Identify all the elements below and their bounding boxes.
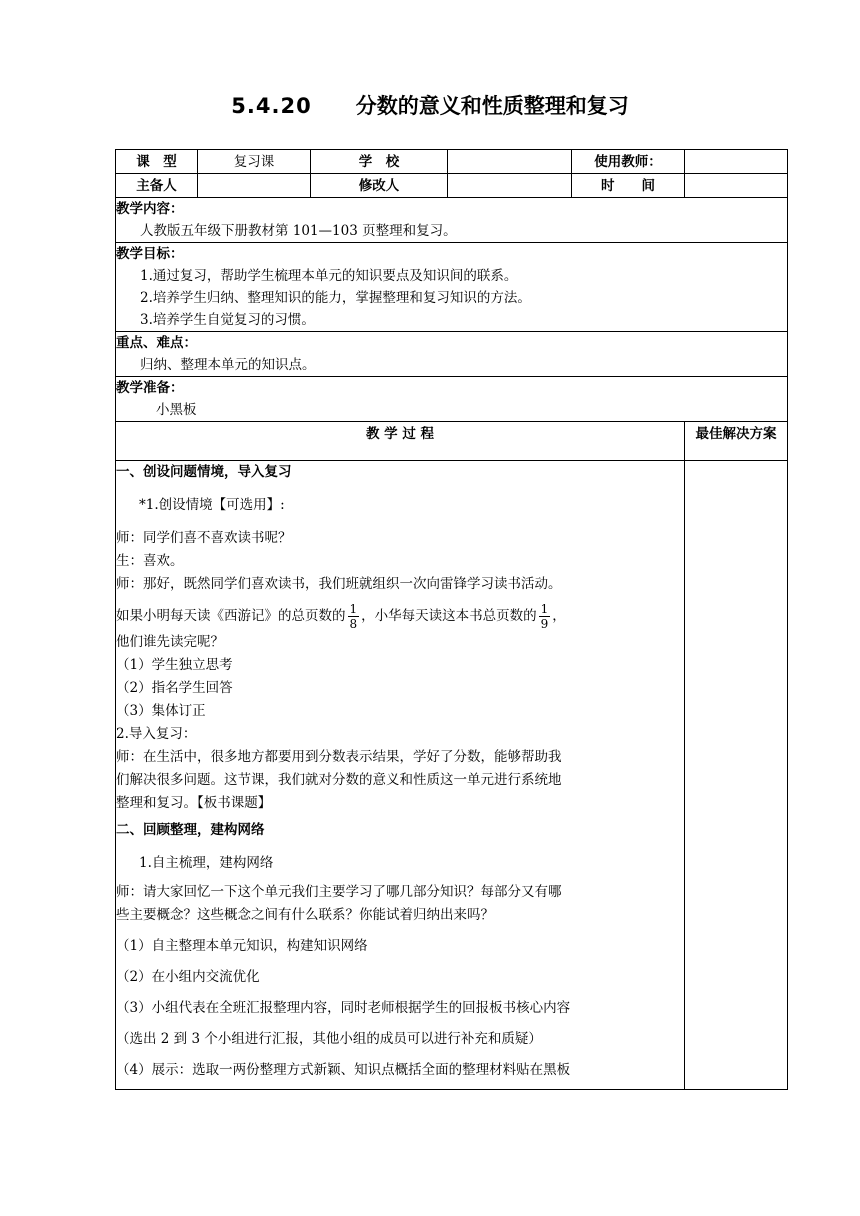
s2-step1: 1.自主梳理，建构网络 <box>139 855 274 871</box>
step-item: （1）学生独立思考 <box>116 657 233 673</box>
teacher-line: 们解决很多问题。这节课，我们就对分数的意义和性质这一单元进行系统地 <box>116 772 562 788</box>
teacher-line: 师：那好，既然同学们喜欢读书，我们班就组织一次向雷锋学习读书活动。 <box>116 576 562 592</box>
header-row-1 <box>116 150 788 174</box>
question-part-c: ， <box>552 608 566 624</box>
value-reviser <box>448 174 572 198</box>
key-points-heading: 重点、难点： <box>116 335 197 351</box>
lesson-plan-table <box>115 149 788 1090</box>
fraction-denominator: 9 <box>540 617 549 631</box>
key-points-row <box>116 332 788 377</box>
teacher-line: 师：请大家回忆一下这个单元我们主要学习了哪几部分知识？每部分又有哪 <box>116 884 562 900</box>
step-item: （1）自主整理本单元知识，构建知识网络 <box>116 938 368 954</box>
fraction-one-ninth <box>539 602 551 631</box>
step-item: （选出 2 到 3 个小组进行汇报，其他小组的成员可以进行补充和质疑） <box>116 1031 542 1047</box>
s1-step1: *1.创设情境【可选用】: <box>139 497 285 513</box>
fraction-numerator: 1 <box>349 602 358 616</box>
label-time: 时 间 <box>572 174 685 198</box>
value-teacher <box>685 150 788 174</box>
process-heading: 教 学 过 程 <box>116 422 685 461</box>
student-line: 生：喜欢。 <box>116 553 184 569</box>
process-body-row <box>116 461 788 1090</box>
label-school: 学 校 <box>311 150 448 174</box>
step-item: （4）展示：选取一两份整理方式新颖、知识点概括全面的整理材料贴在黑板 <box>116 1062 571 1078</box>
content-heading: 教学内容： <box>116 201 184 217</box>
key-points-text: 归纳、整理本单元的知识点。 <box>140 357 316 373</box>
lesson-title: 分数的意义和性质整理和复习 <box>355 94 629 118</box>
value-school <box>448 150 572 174</box>
lesson-number: 5.4.20 <box>231 94 312 118</box>
step-item: （3）集体订正 <box>116 703 206 719</box>
label-preparer: 主备人 <box>116 174 198 198</box>
content-text: 人教版五年级下册教材第 101—103 页整理和复习。 <box>140 223 457 239</box>
label-reviser: 修改人 <box>311 174 448 198</box>
best-solution-cell <box>685 461 788 1090</box>
content-row <box>116 198 788 243</box>
step-item: （3）小组代表在全班汇报整理内容，同时老师根据学生的回报板书核心内容 <box>116 1000 571 1016</box>
question-part-b: ，小华每天读这本书总页数的 <box>361 608 537 624</box>
label-teacher: 使用教师： <box>572 150 685 174</box>
objectives-heading: 教学目标： <box>116 246 184 262</box>
objective-item: 1.通过复习，帮助学生梳理本单元的知识要点及知识间的联系。 <box>140 268 518 284</box>
question-line-2: 他们谁先读完呢？ <box>116 634 224 650</box>
teacher-line: 些主要概念？这些概念之间有什么联系？你能试着归纳出来吗？ <box>116 907 494 923</box>
section-1-title: 一、创设问题情境，导入复习 <box>116 464 292 480</box>
label-course-type: 课 型 <box>116 150 198 174</box>
process-header-row <box>116 422 788 461</box>
teacher-line: 整理和复习。【板书课题】 <box>116 795 272 811</box>
best-solution-heading: 最佳解决方案 <box>685 422 788 461</box>
preparation-row <box>116 377 788 422</box>
teacher-line: 师：同学们喜不喜欢读书呢？ <box>116 530 292 546</box>
value-course-type: 复习课 <box>198 150 311 174</box>
objectives-row <box>116 243 788 332</box>
preparation-heading: 教学准备： <box>116 380 184 396</box>
question-part-a: 如果小明每天读《西游记》的总页数的 <box>116 608 346 624</box>
header-row-2 <box>116 174 788 198</box>
fraction-numerator: 1 <box>540 602 549 616</box>
question-line <box>116 602 684 631</box>
section-2-title: 二、回顾整理，建构网络 <box>116 822 265 838</box>
value-time <box>685 174 788 198</box>
objective-item: 3.培养学生自觉复习的习惯。 <box>140 312 315 328</box>
fraction-denominator: 8 <box>349 617 358 631</box>
step-item: （2）在小组内交流优化 <box>116 969 260 985</box>
step-item: （2）指名学生回答 <box>116 680 233 696</box>
s1-step2: 2.导入复习： <box>116 726 197 742</box>
teacher-line: 师：在生活中，很多地方都要用到分数表示结果，学好了分数，能够帮助我 <box>116 749 562 765</box>
preparation-text: 小黑板 <box>156 402 197 418</box>
fraction-one-eighth <box>348 602 360 631</box>
objective-item: 2.培养学生归纳、整理知识的能力，掌握整理和复习知识的方法。 <box>140 290 531 306</box>
document-title <box>0 90 860 120</box>
value-preparer <box>198 174 311 198</box>
